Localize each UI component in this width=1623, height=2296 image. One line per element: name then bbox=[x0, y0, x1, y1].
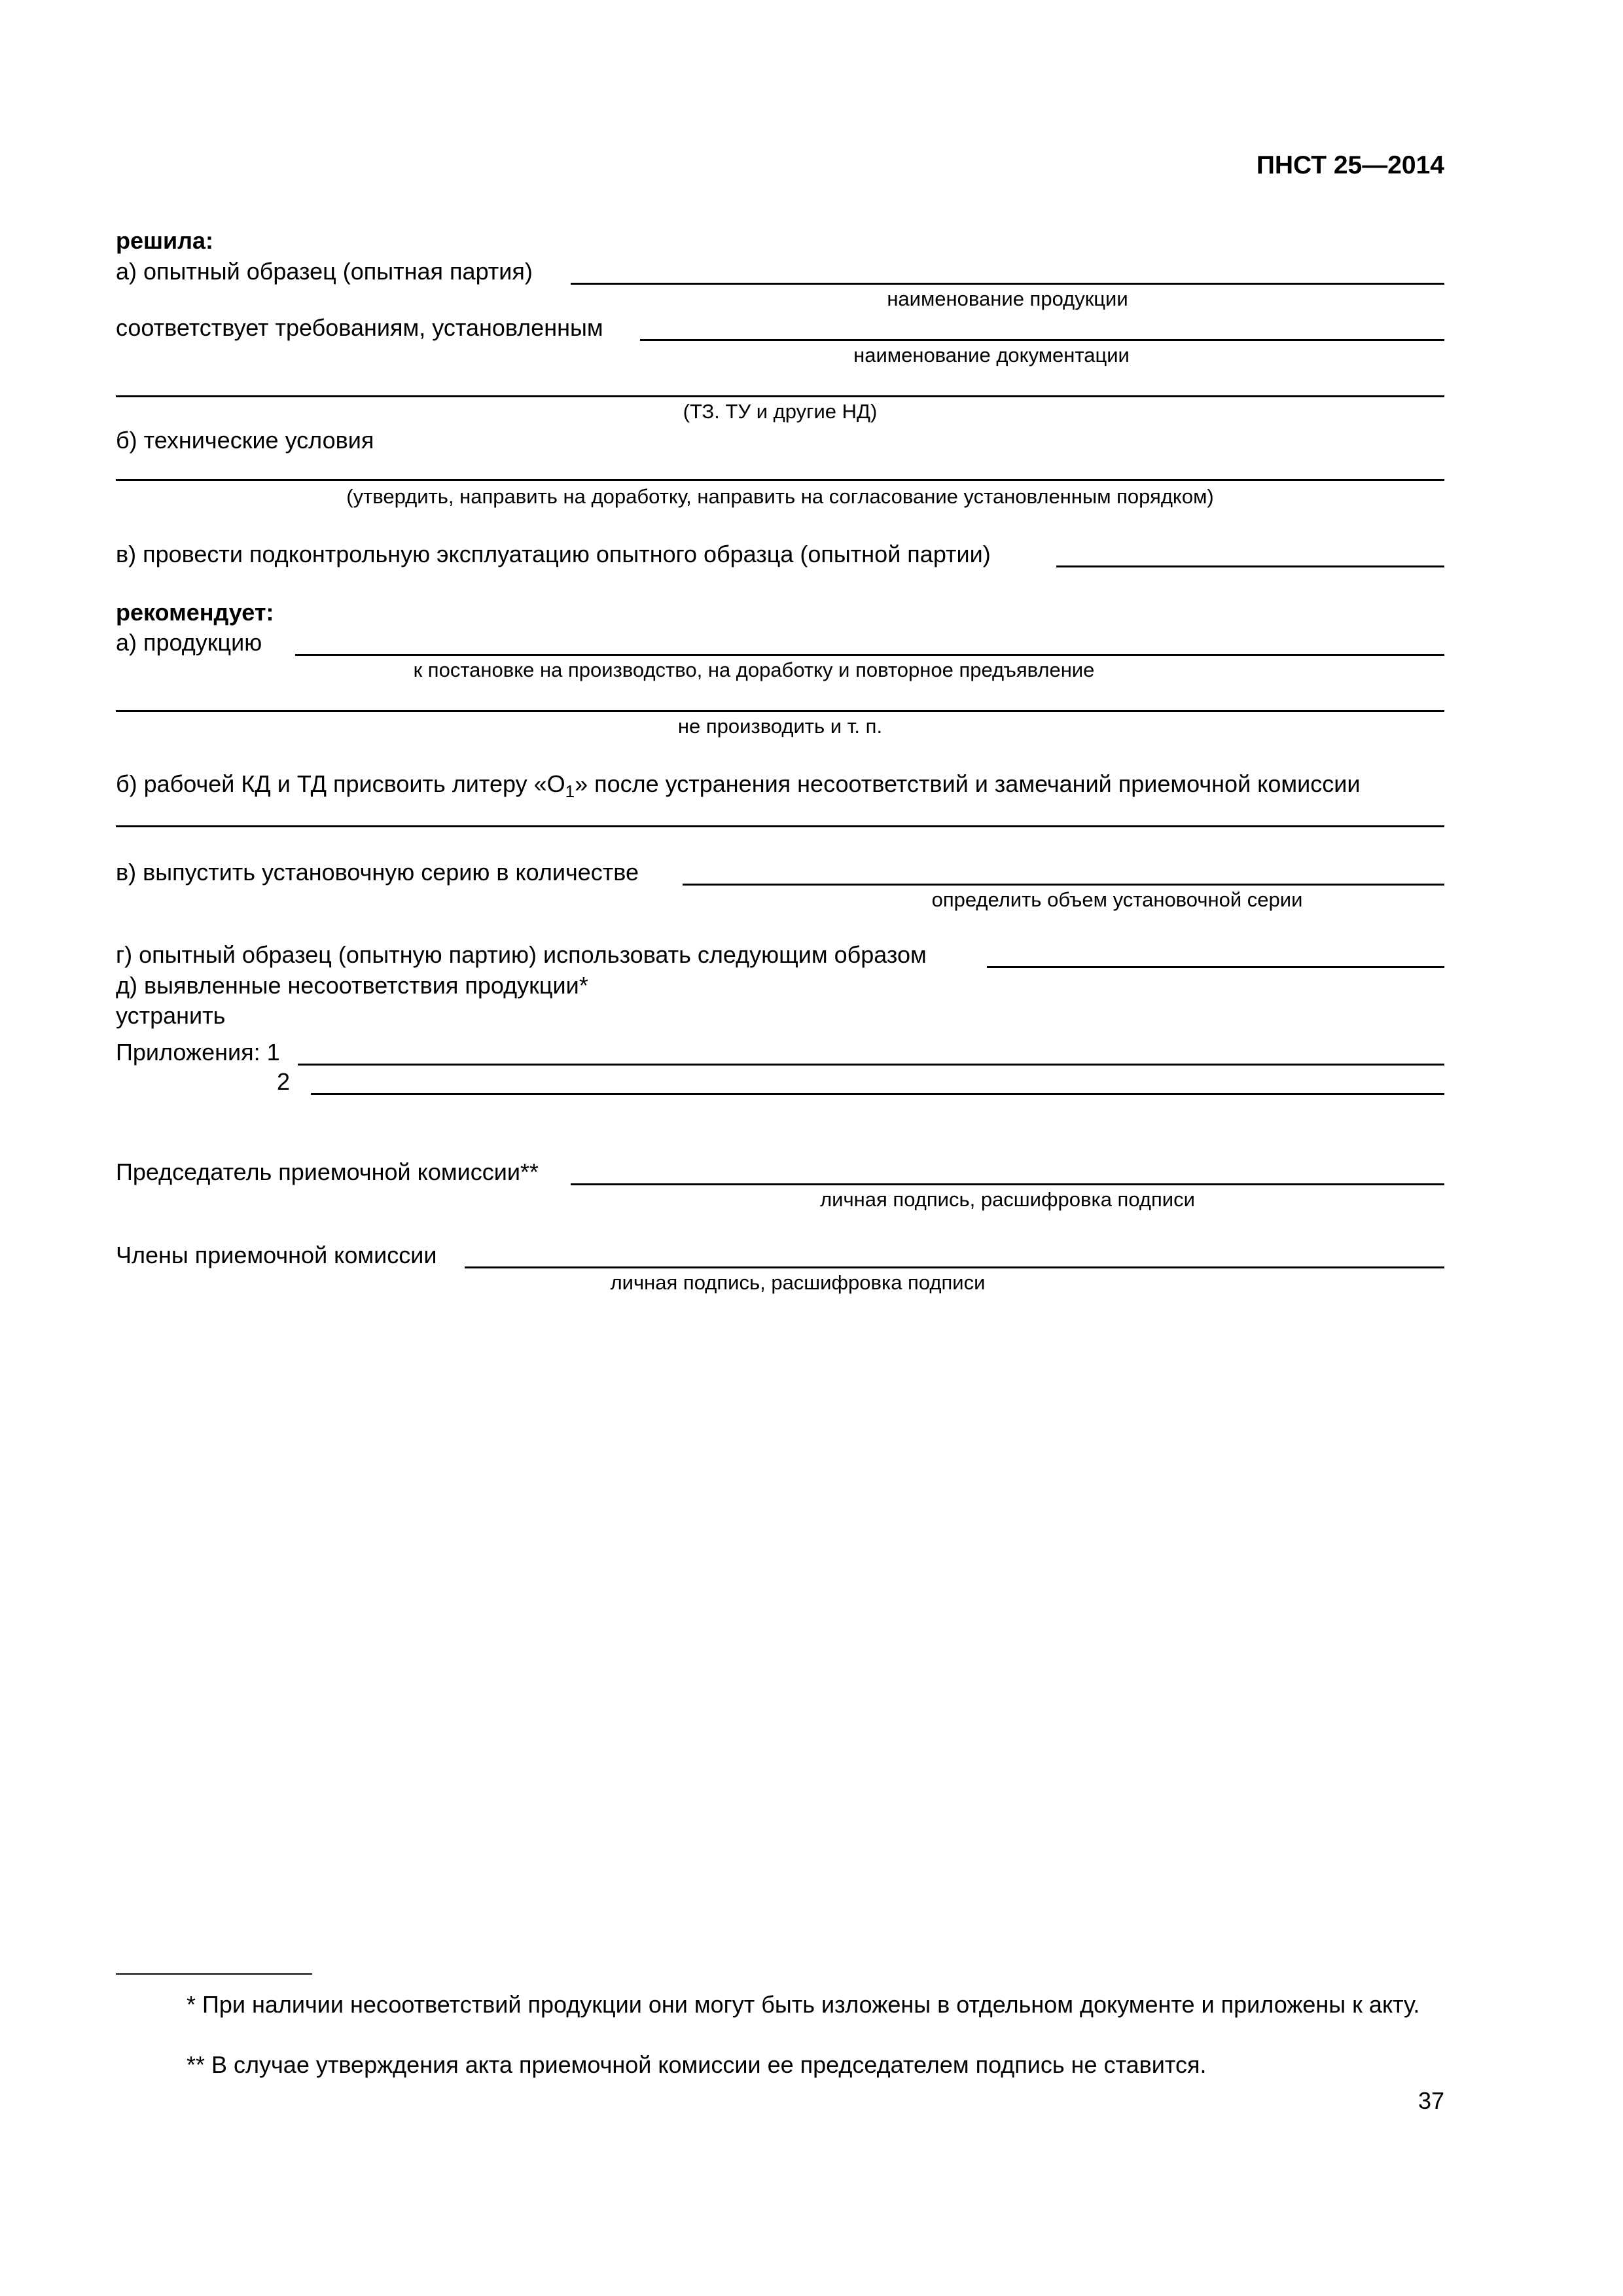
recommends-title: рекомендует: bbox=[116, 599, 274, 626]
technical-conditions-hint: (утвердить, направить на доработку, направить на согласование установленным порядком) bbox=[346, 485, 1214, 508]
page-number: 37 bbox=[1418, 2087, 1444, 2114]
decided-title: решила: bbox=[116, 227, 214, 254]
attachment-2-field[interactable] bbox=[311, 1093, 1444, 1095]
attachments-label: Приложения: 1 bbox=[116, 1039, 280, 1066]
recommends-e-label-2: устранить bbox=[116, 1002, 226, 1029]
members-signature-hint: личная подпись, расшифровка подписи bbox=[610, 1271, 986, 1294]
product-name-hint: наименование продукции bbox=[887, 287, 1128, 310]
footnote-separator bbox=[116, 1973, 312, 1975]
production-decision-hint-2: не производить и т. п. bbox=[677, 715, 883, 738]
chairman-signature-hint: личная подпись, расшифровка подписи bbox=[820, 1188, 1195, 1211]
attachment-1-field[interactable] bbox=[298, 1064, 1444, 1066]
footnote-2: ** В случае утверждения акта приемочной комиссии ее председателем подпись не ставится. bbox=[187, 2051, 1207, 2078]
production-decision-hint: к постановке на производство, на доработку и повторное предъявление bbox=[413, 658, 1095, 681]
attachment-2-number: 2 bbox=[277, 1068, 291, 1095]
series-quantity-hint: определить объем установочной серии bbox=[931, 888, 1303, 911]
recommends-b-text: б) рабочей КД и ТД присвоить литеру «$О_1$» после устранения несоответствий и замечаний приемочной комиссии bbox=[116, 770, 1361, 802]
recommends-d-label: г) опытный образец (опытную партию) использовать следующим образом bbox=[116, 941, 927, 968]
letter-assignment-field[interactable] bbox=[116, 825, 1444, 827]
documentation-name-hint: наименование документации bbox=[853, 344, 1130, 367]
members-signature-field[interactable] bbox=[465, 1266, 1444, 1268]
documentation-continuation-field[interactable] bbox=[116, 395, 1444, 397]
decided-c-label: в) провести подконтрольную эксплуатацию опытного образца (опытной партии) bbox=[116, 541, 991, 567]
recommends-c-label: в) выпустить установочную серию в количестве bbox=[116, 859, 639, 886]
documentation-name-field[interactable] bbox=[640, 339, 1444, 341]
controlled-operation-field[interactable] bbox=[1056, 565, 1444, 567]
production-decision-continuation-field[interactable] bbox=[116, 710, 1444, 712]
decided-b-label: б) технические условия bbox=[116, 427, 374, 454]
production-decision-field[interactable] bbox=[295, 654, 1444, 656]
footnote-1: * При наличии несоответствий продукции они могут быть изложены в отдельном документе и приложены к акту. bbox=[187, 1991, 1420, 2018]
chairman-signature-field[interactable] bbox=[571, 1183, 1444, 1185]
recommends-e-label: д) выявленные несоответствия продукции* bbox=[116, 972, 588, 999]
documentation-type-hint: (ТЗ. ТУ и другие НД) bbox=[683, 400, 878, 423]
recommends-a-label: а) продукцию bbox=[116, 629, 262, 656]
product-name-field[interactable] bbox=[571, 283, 1444, 285]
members-label: Члены приемочной комиссии bbox=[116, 1242, 437, 1268]
document-id: ПНСТ 25—2014 bbox=[1256, 151, 1444, 179]
complies-label: соответствует требованиям, установленным bbox=[116, 314, 603, 341]
technical-conditions-field[interactable] bbox=[116, 479, 1444, 481]
chairman-label: Председатель приемочной комиссии** bbox=[116, 1158, 539, 1185]
sample-usage-field[interactable] bbox=[987, 966, 1444, 968]
series-quantity-field[interactable] bbox=[683, 884, 1444, 886]
decided-a-label: а) опытный образец (опытная партия) bbox=[116, 258, 533, 285]
